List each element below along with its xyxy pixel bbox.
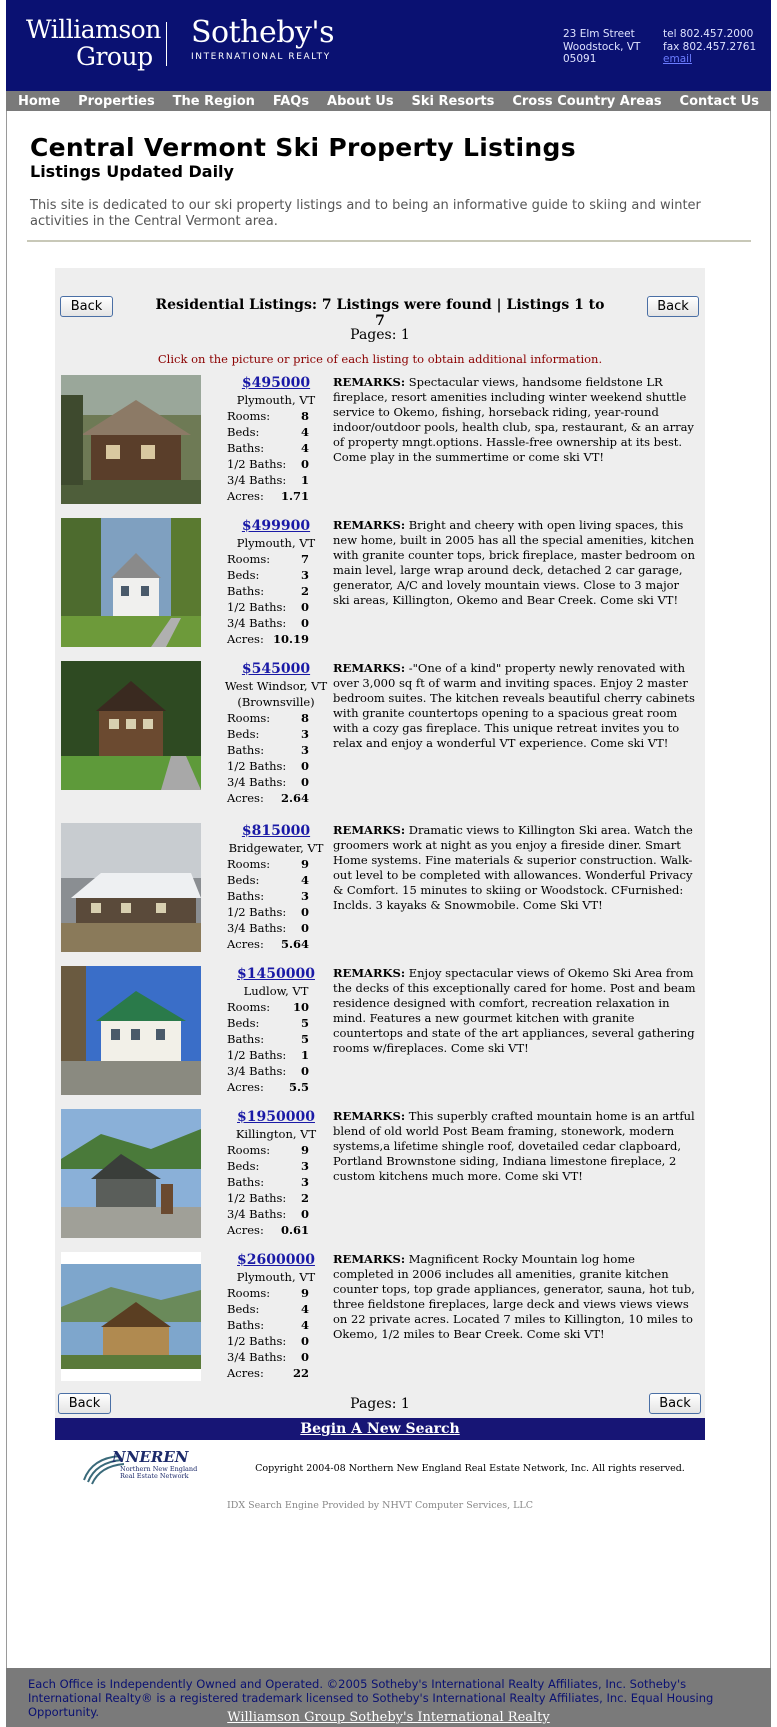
three-quarter-baths-label: 3/4 Baths: bbox=[227, 1207, 287, 1221]
nav-properties[interactable]: Properties bbox=[78, 93, 155, 109]
rooms-label: Rooms: bbox=[227, 552, 271, 566]
logo-divider bbox=[166, 22, 167, 66]
baths-row bbox=[221, 888, 331, 904]
acres-label: Acres: bbox=[227, 937, 264, 951]
half-baths-row bbox=[221, 1190, 331, 1206]
rooms-row bbox=[221, 856, 331, 872]
listing-remarks bbox=[333, 1252, 699, 1342]
listing-row bbox=[61, 518, 701, 648]
three-quarter-baths-value: 0 bbox=[300, 1350, 309, 1364]
beds-row bbox=[221, 1015, 331, 1031]
office-address bbox=[563, 28, 640, 66]
house-photo-icon bbox=[61, 518, 201, 647]
nav-contact-us[interactable]: Contact Us bbox=[679, 93, 759, 109]
listing-row bbox=[61, 966, 701, 1096]
listing-instructions: Click on the picture or price of each listing to obtain additional information. bbox=[157, 352, 603, 366]
email-link[interactable]: email bbox=[663, 53, 692, 65]
rooms-label: Rooms: bbox=[227, 1000, 271, 1014]
site-footer bbox=[6, 1668, 771, 1727]
remarks-text: -"One of a kind" property newly renovated with over 3,000 sq ft of warm and inviting spaces. Enjoy 2 master bedroom suites. The kitchen reveals beautiful cherry cabinets with granite countertops opening to a spacious great room with a cozy gas fireplace. This unique retreat invites you to relax and enjoy a wonderful VT experience. Come ski VT! bbox=[333, 661, 695, 750]
copyright: Copyright 2004-08 Northern New England Real Estate Network, Inc. All rights reserved. bbox=[255, 1463, 685, 1474]
beds-label: Beds: bbox=[227, 1159, 260, 1173]
baths-label: Baths: bbox=[227, 441, 265, 455]
listing-row bbox=[61, 375, 701, 505]
rooms-row bbox=[221, 1142, 331, 1158]
acres-label: Acres: bbox=[227, 1223, 264, 1237]
beds-value: 4 bbox=[300, 425, 309, 439]
remarks-text: Enjoy spectacular views of Okemo Ski Area from the decks of this exceptionally cared for home. Post and beam residence designed with comfort, recreation relaxation in mind. Features a new gourmet kitchen with granite countertops and state of the art appliances, several gathering rooms w/fireplaces. Come ski VT! bbox=[333, 966, 696, 1055]
rooms-value: 8 bbox=[300, 409, 309, 423]
remarks-text: This superbly crafted mountain home is an artful blend of old world Post Beam framing, stonework, modern systems,a lifetime shingle roof, dovetailed cedar clapboard, Portland Brownstone siding, Indiana limestone fireplace, 2 custom kitchens much more. Come ski VT! bbox=[333, 1109, 695, 1183]
beds-value: 3 bbox=[300, 568, 309, 582]
half-baths-value: 0 bbox=[300, 600, 309, 614]
half-baths-value: 0 bbox=[300, 759, 309, 773]
main-nav bbox=[6, 91, 771, 111]
baths-label: Baths: bbox=[227, 889, 265, 903]
acres-label: Acres: bbox=[227, 632, 264, 646]
back-button-top-right[interactable]: Back bbox=[647, 296, 699, 317]
listing-price-link[interactable]: $815000 bbox=[241, 823, 311, 839]
back-button-bottom-left[interactable]: Back bbox=[58, 1393, 111, 1414]
half-baths-row bbox=[221, 904, 331, 920]
begin-new-search-link-bottom[interactable]: Begin A New Search bbox=[300, 1421, 460, 1437]
nneren-sub-2: Real Estate Network bbox=[120, 1472, 189, 1480]
acres-value: 2.64 bbox=[280, 791, 309, 805]
beds-row bbox=[221, 872, 331, 888]
three-quarter-baths-row bbox=[221, 1063, 331, 1079]
beds-row bbox=[221, 726, 331, 742]
listing-photo[interactable] bbox=[61, 966, 201, 1095]
site-home-link[interactable]: Williamson Group Sotheby's International Realty bbox=[227, 1710, 550, 1725]
baths-row bbox=[221, 1031, 331, 1047]
beds-label: Beds: bbox=[227, 425, 260, 439]
beds-value: 4 bbox=[300, 1302, 309, 1316]
divider bbox=[27, 240, 751, 242]
remarks-text: Dramatic views to Killington Ski area. Watch the groomers work at night as you enjoy a fireside diner. Smart Home systems. Fine materials & superior construction. Walk-out level to be completed with allowances. Wonderful Privacy & Comfort. 15 minutes to skiing or Woodstock. CFurnished: Inclds. 3 kayaks & Snowmobile. Come Ski VT! bbox=[333, 823, 693, 912]
acres-row bbox=[221, 936, 331, 952]
acres-row bbox=[221, 631, 331, 647]
listing-photo[interactable] bbox=[61, 823, 201, 952]
remarks-label: REMARKS: bbox=[333, 1252, 406, 1266]
three-quarter-baths-row bbox=[221, 774, 331, 790]
logo-line-1: Williamson bbox=[26, 15, 161, 44]
acres-row bbox=[221, 790, 331, 806]
baths-label: Baths: bbox=[227, 743, 265, 757]
three-quarter-baths-value: 0 bbox=[300, 921, 309, 935]
acres-value: 1.71 bbox=[280, 489, 309, 503]
listing-city: Killington, VT bbox=[235, 1127, 317, 1141]
sothebys-logo[interactable] bbox=[191, 16, 334, 62]
half-baths-value: 0 bbox=[300, 457, 309, 471]
page-subtitle: Listings Updated Daily bbox=[30, 162, 234, 181]
listing-row bbox=[61, 1252, 701, 1382]
baths-value: 3 bbox=[300, 743, 309, 757]
fax: fax 802.457.2761 bbox=[663, 40, 757, 53]
baths-value: 4 bbox=[300, 441, 309, 455]
baths-label: Baths: bbox=[227, 584, 265, 598]
half-baths-label: 1/2 Baths: bbox=[227, 457, 287, 471]
address-line-1: 23 Elm Street bbox=[563, 28, 635, 40]
three-quarter-baths-label: 3/4 Baths: bbox=[227, 1350, 287, 1364]
listing-stats bbox=[221, 1252, 331, 1381]
listing-remarks bbox=[333, 1109, 699, 1184]
remarks-label: REMARKS: bbox=[333, 823, 406, 837]
nav-about-us[interactable]: About Us bbox=[327, 93, 394, 109]
sothebys-subtitle: INTERNATIONAL REALTY bbox=[191, 52, 331, 62]
listing-city-detail: (Brownsville) bbox=[237, 695, 315, 709]
three-quarter-baths-row bbox=[221, 472, 331, 488]
rooms-value: 7 bbox=[300, 552, 309, 566]
rooms-value: 8 bbox=[300, 711, 309, 725]
half-baths-label: 1/2 Baths: bbox=[227, 1191, 287, 1205]
listing-remarks bbox=[333, 823, 699, 913]
listing-city: Bridgewater, VT bbox=[228, 841, 324, 855]
beds-row bbox=[221, 1158, 331, 1174]
listing-stats bbox=[221, 823, 331, 952]
half-baths-value: 0 bbox=[300, 1334, 309, 1348]
acres-row bbox=[221, 488, 331, 504]
listing-price-link[interactable]: $1950000 bbox=[237, 1109, 315, 1125]
baths-row bbox=[221, 1317, 331, 1333]
listing-photo[interactable] bbox=[61, 518, 201, 647]
baths-value: 2 bbox=[300, 584, 309, 598]
beds-label: Beds: bbox=[227, 727, 260, 741]
rooms-row bbox=[221, 551, 331, 567]
pages-top: Pages: 1 bbox=[350, 327, 410, 343]
three-quarter-baths-label: 3/4 Baths: bbox=[227, 921, 287, 935]
listing-city: West Windsor, VT bbox=[224, 679, 328, 693]
acres-label: Acres: bbox=[227, 1080, 264, 1094]
acres-value: 10.19 bbox=[272, 632, 309, 646]
listing-city: Ludlow, VT bbox=[243, 984, 309, 998]
site-header bbox=[6, 0, 771, 91]
rooms-value: 9 bbox=[300, 1143, 309, 1157]
listing-price-link[interactable]: $2600000 bbox=[237, 1252, 315, 1268]
baths-value: 5 bbox=[300, 1032, 309, 1046]
half-baths-value: 2 bbox=[300, 1191, 309, 1205]
listing-city: Plymouth, VT bbox=[236, 1270, 316, 1284]
acres-row bbox=[221, 1365, 331, 1381]
rooms-row bbox=[221, 408, 331, 424]
three-quarter-baths-label: 3/4 Baths: bbox=[227, 616, 287, 630]
listing-row bbox=[61, 823, 701, 953]
remarks-text: Bright and cheery with open living spaces, this new home, built in 2005 has all the special amenities, kitchen with granite counter tops, brick fireplace, master bedroom on main level, large wrap around deck, detached 2 car garage, generator, A/C and lovely mountain views. Close to 3 major ski areas, Killington, Okemo and Bear Creek. Come ski VT! bbox=[333, 518, 695, 607]
remarks-label: REMARKS: bbox=[333, 661, 406, 675]
baths-row bbox=[221, 583, 331, 599]
baths-row bbox=[221, 742, 331, 758]
house-photo-icon bbox=[61, 823, 201, 952]
beds-label: Beds: bbox=[227, 873, 260, 887]
half-baths-label: 1/2 Baths: bbox=[227, 905, 287, 919]
beds-value: 3 bbox=[300, 1159, 309, 1173]
remarks-text: Spectacular views, handsome fieldstone LR fireplace, resort amenities including winter weekend shuttle service to Okemo, fishing, horseback riding, year-round indoor/outdoor pools, health club, spa, restaurant, & an array of property mngt.options. Hassle-free ownership at its best. Come play in the summertime or come ski VT! bbox=[333, 375, 694, 464]
back-button-bottom-right[interactable]: Back bbox=[649, 1393, 701, 1414]
nav-the-region[interactable]: The Region bbox=[172, 93, 255, 109]
logo-line-2: Group bbox=[76, 42, 153, 71]
house-photo-icon bbox=[61, 661, 201, 790]
remarks-text: Magnificent Rocky Mountain log home completed in 2006 includes all amenities, granite kitchen counter tops, top grade appliances, generator, sauna, hot tub, three fieldstone fireplaces, large deck and views views views on 22 private acres. Located 7 miles to Killington, 10 miles to Okemo, 1/2 miles to Bear Creek. Come ski VT! bbox=[333, 1252, 695, 1341]
three-quarter-baths-value: 0 bbox=[300, 775, 309, 789]
nneren-name: NNEREN bbox=[112, 1448, 189, 1466]
results-header: Residential Listings: 7 Listings were found | Listings 1 to 7 bbox=[155, 297, 605, 329]
acres-label: Acres: bbox=[227, 489, 264, 503]
beds-value: 5 bbox=[300, 1016, 309, 1030]
rooms-row bbox=[221, 999, 331, 1015]
remarks-label: REMARKS: bbox=[333, 966, 406, 980]
listing-remarks bbox=[333, 375, 699, 465]
baths-value: 3 bbox=[300, 1175, 309, 1189]
rooms-row bbox=[221, 1285, 331, 1301]
acres-label: Acres: bbox=[227, 1366, 264, 1380]
listing-stats bbox=[221, 375, 331, 504]
idx-credit: IDX Search Engine Provided by NHVT Computer Services, LLC bbox=[226, 1500, 534, 1511]
acres-row bbox=[221, 1222, 331, 1238]
legal-text: Each Office is Independently Owned and Operated. ©2005 Sotheby's International Realty Affiliates, Inc. Sotheby's International Realty® is a registered trademark licensed to Sotheby's International Realty Affiliates, Inc. Equal Housing Opportunity. bbox=[28, 1677, 714, 1719]
bottom-search-bar bbox=[55, 1418, 705, 1440]
rooms-value: 10 bbox=[292, 1000, 309, 1014]
rooms-label: Rooms: bbox=[227, 857, 271, 871]
half-baths-row bbox=[221, 599, 331, 615]
listing-price-link[interactable]: $1450000 bbox=[237, 966, 315, 982]
telephone: tel 802.457.2000 bbox=[663, 28, 754, 40]
three-quarter-baths-value: 0 bbox=[300, 1064, 309, 1078]
three-quarter-baths-value: 0 bbox=[300, 616, 309, 630]
address-line-3: 05091 bbox=[563, 53, 597, 65]
baths-label: Baths: bbox=[227, 1318, 265, 1332]
rooms-row bbox=[221, 710, 331, 726]
nneren-logo[interactable] bbox=[80, 1450, 210, 1486]
acres-value: 0.61 bbox=[280, 1223, 309, 1237]
three-quarter-baths-row bbox=[221, 1206, 331, 1222]
beds-row bbox=[221, 424, 331, 440]
baths-value: 4 bbox=[300, 1318, 309, 1332]
half-baths-label: 1/2 Baths: bbox=[227, 759, 287, 773]
baths-row bbox=[221, 1174, 331, 1190]
three-quarter-baths-label: 3/4 Baths: bbox=[227, 1064, 287, 1078]
page-title: Central Vermont Ski Property Listings bbox=[30, 133, 576, 162]
pages-bottom: Pages: 1 bbox=[350, 1396, 410, 1412]
listing-stats bbox=[221, 966, 331, 1095]
intro-text: This site is dedicated to our ski property listings and to being an informative guide to skiing and winter activities in the Central Vermont area. bbox=[30, 198, 701, 229]
three-quarter-baths-row bbox=[221, 920, 331, 936]
rooms-label: Rooms: bbox=[227, 711, 271, 725]
listing-stats bbox=[221, 1109, 331, 1238]
half-baths-value: 1 bbox=[300, 1048, 309, 1062]
house-photo-icon bbox=[61, 1109, 201, 1238]
acres-row bbox=[221, 1079, 331, 1095]
three-quarter-baths-label: 3/4 Baths: bbox=[227, 473, 287, 487]
three-quarter-baths-row bbox=[221, 1349, 331, 1365]
baths-label: Baths: bbox=[227, 1032, 265, 1046]
listing-city: Plymouth, VT bbox=[236, 393, 316, 407]
listing-remarks bbox=[333, 518, 699, 608]
house-photo-icon bbox=[61, 375, 201, 504]
listing-price-link[interactable]: $545000 bbox=[241, 661, 311, 677]
half-baths-row bbox=[221, 1333, 331, 1349]
nav-cross-country-areas[interactable]: Cross Country Areas bbox=[512, 93, 662, 109]
nav-ski-resorts[interactable]: Ski Resorts bbox=[411, 93, 495, 109]
listing-row bbox=[61, 1109, 701, 1239]
acres-value: 5.64 bbox=[280, 937, 309, 951]
half-baths-label: 1/2 Baths: bbox=[227, 600, 287, 614]
nneren-subtitle bbox=[120, 1466, 197, 1480]
rooms-label: Rooms: bbox=[227, 1286, 271, 1300]
rooms-value: 9 bbox=[300, 857, 309, 871]
sothebys-name: Sotheby's bbox=[191, 15, 335, 50]
listing-photo[interactable] bbox=[61, 1109, 201, 1238]
listing-stats bbox=[221, 518, 331, 647]
acres-label: Acres: bbox=[227, 791, 264, 805]
listing-row bbox=[61, 661, 701, 805]
baths-value: 3 bbox=[300, 889, 309, 903]
three-quarter-baths-value: 0 bbox=[300, 1207, 309, 1221]
listing-remarks bbox=[333, 661, 699, 751]
baths-row bbox=[221, 440, 331, 456]
beds-label: Beds: bbox=[227, 1016, 260, 1030]
rooms-label: Rooms: bbox=[227, 409, 271, 423]
half-baths-row bbox=[221, 1047, 331, 1063]
baths-label: Baths: bbox=[227, 1175, 265, 1189]
beds-row bbox=[221, 1301, 331, 1317]
half-baths-label: 1/2 Baths: bbox=[227, 1334, 287, 1348]
listing-price-link[interactable]: $495000 bbox=[241, 375, 311, 391]
half-baths-value: 0 bbox=[300, 905, 309, 919]
office-contact bbox=[663, 28, 756, 66]
beds-row bbox=[221, 567, 331, 583]
half-baths-row bbox=[221, 456, 331, 472]
listing-photo[interactable] bbox=[61, 1252, 201, 1381]
listing-city: Plymouth, VT bbox=[236, 536, 316, 550]
remarks-label: REMARKS: bbox=[333, 1109, 406, 1123]
house-photo-icon bbox=[61, 1252, 201, 1381]
house-photo-icon bbox=[61, 966, 201, 1095]
listing-photo[interactable] bbox=[61, 661, 201, 790]
beds-value: 3 bbox=[300, 727, 309, 741]
remarks-label: REMARKS: bbox=[333, 375, 406, 389]
listing-price-link[interactable]: $499900 bbox=[241, 518, 311, 534]
listing-remarks bbox=[333, 966, 699, 1056]
three-quarter-baths-row bbox=[221, 615, 331, 631]
back-button-top-left[interactable]: Back bbox=[60, 296, 113, 317]
three-quarter-baths-label: 3/4 Baths: bbox=[227, 775, 287, 789]
beds-label: Beds: bbox=[227, 568, 260, 582]
nneren-sub-1: Northern New England bbox=[120, 1465, 198, 1473]
rooms-label: Rooms: bbox=[227, 1143, 271, 1157]
remarks-label: REMARKS: bbox=[333, 518, 406, 532]
beds-label: Beds: bbox=[227, 1302, 260, 1316]
acres-value: 5.5 bbox=[288, 1080, 309, 1094]
rooms-value: 9 bbox=[300, 1286, 309, 1300]
half-baths-label: 1/2 Baths: bbox=[227, 1048, 287, 1062]
three-quarter-baths-value: 1 bbox=[300, 473, 309, 487]
half-baths-row bbox=[221, 758, 331, 774]
address-line-2: Woodstock, VT bbox=[563, 40, 641, 53]
acres-value: 22 bbox=[292, 1366, 309, 1380]
listing-stats bbox=[221, 661, 331, 806]
listing-photo[interactable] bbox=[61, 375, 201, 504]
nav-home[interactable]: Home bbox=[18, 93, 61, 109]
nav-faqs[interactable]: FAQs bbox=[272, 93, 310, 109]
beds-value: 4 bbox=[300, 873, 309, 887]
williamson-group-logo[interactable] bbox=[26, 15, 161, 71]
